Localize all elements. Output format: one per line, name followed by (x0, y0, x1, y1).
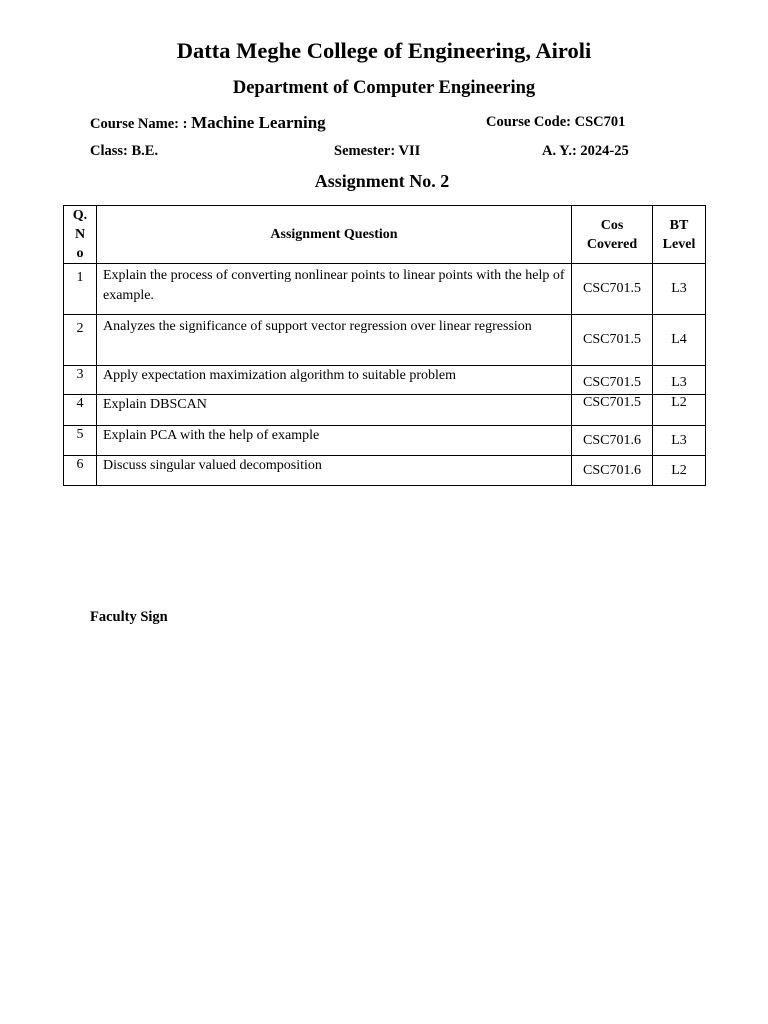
course-code: Course Code: CSC701 (486, 114, 626, 130)
row-number: 4 (64, 395, 97, 426)
row-question: Apply expectation maximization algorithm to suitable problem (97, 366, 572, 395)
header-question: Assignment Question (97, 206, 572, 264)
table-row (64, 366, 706, 395)
header-cos-line2: Covered (586, 236, 638, 252)
academic-year: A. Y.: 2024-25 (542, 143, 629, 159)
row-bt: L3 (653, 426, 706, 456)
header-qno-line3: o (76, 246, 84, 261)
row-co: CSC701.5 (572, 366, 653, 395)
header-bt-line1: BT (669, 217, 689, 233)
row-question: Explain DBSCAN (97, 395, 572, 426)
row-question: Analyzes the significance of support vector regression over linear regression (97, 315, 572, 366)
course-name-label: Course Name: : (90, 116, 188, 132)
assignment-title: Assignment No. 2 (314, 171, 450, 191)
row-number: 2 (64, 315, 97, 366)
row-co: CSC701.6 (572, 456, 653, 486)
row-bt: L2 (653, 395, 706, 426)
assignment-table (63, 205, 706, 486)
row-number: 1 (64, 264, 97, 315)
row-co: CSC701.5 (572, 315, 653, 366)
row-bt: L4 (653, 315, 706, 366)
semester-info: Semester: VII (334, 143, 421, 159)
header-cos (572, 206, 653, 264)
table-row (64, 426, 706, 456)
college-title: Datta Meghe College of Engineering, Airoli (176, 38, 592, 63)
course-name-value: Machine Learning (191, 113, 326, 132)
table-row (64, 395, 706, 426)
row-question: Explain the process of converting nonlinear points to linear points with the help of example. (97, 264, 572, 315)
table-row (64, 315, 706, 366)
row-question: Explain PCA with the help of example (97, 426, 572, 456)
row-number: 3 (64, 366, 97, 395)
header-qno-line1: Q. (72, 208, 88, 223)
row-number: 5 (64, 426, 97, 456)
header-bt-line2: Level (662, 236, 696, 252)
department-title: Department of Computer Engineering (232, 78, 536, 98)
row-question: Discuss singular valued decomposition (97, 456, 572, 486)
course-name (90, 113, 326, 133)
row-co: CSC701.6 (572, 426, 653, 456)
row-bt: L3 (653, 366, 706, 395)
row-co: CSC701.5 (572, 264, 653, 315)
header-bt (653, 206, 706, 264)
row-co: CSC701.5 (572, 395, 653, 426)
row-number: 6 (64, 456, 97, 486)
table-row (64, 456, 706, 486)
header-qno-line2: N (74, 227, 86, 242)
table-row (64, 264, 706, 315)
row-bt: L3 (653, 264, 706, 315)
class-info: Class: B.E. (90, 143, 159, 159)
header-cos-line1: Cos (600, 217, 624, 233)
table-header-row (64, 206, 706, 264)
header-qno (64, 206, 97, 264)
faculty-sign-label: Faculty Sign (90, 609, 168, 625)
row-bt: L2 (653, 456, 706, 486)
